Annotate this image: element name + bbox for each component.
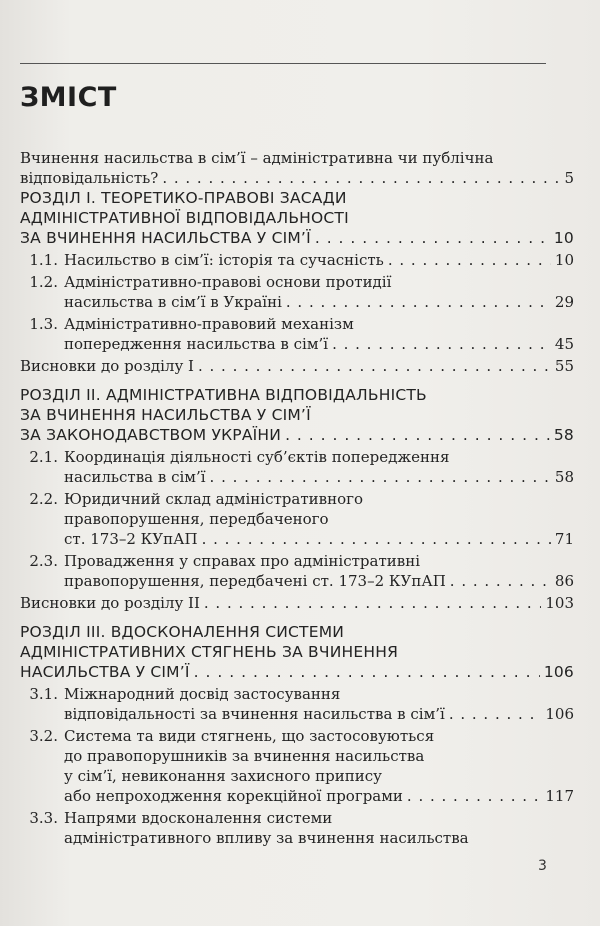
toc-item-2-3 bbox=[64, 570, 574, 592]
page-title: ЗМІСТ bbox=[20, 82, 117, 113]
item-text: Насильство в сім’ї: історія та сучасність bbox=[64, 251, 384, 269]
item-text: Координація діяльності суб’єктів попередження bbox=[64, 448, 450, 466]
item-number: 3.3. bbox=[29, 809, 58, 827]
item-number: 2.1. bbox=[29, 448, 58, 466]
leader-dots bbox=[202, 528, 551, 550]
item-number: 3.2. bbox=[29, 727, 58, 745]
item-text: відповідальності за вчинення насильства в сім’ї bbox=[64, 705, 445, 723]
toc-item-2-2-line-2: правопорушення, передбаченого bbox=[64, 510, 329, 528]
section1-heading-entry bbox=[20, 227, 574, 249]
conclusion-text: Висновки до розділу І bbox=[20, 357, 194, 375]
item-text: Юридичний склад адміністративного bbox=[64, 490, 364, 508]
toc-item-3-1-line-1 bbox=[20, 683, 340, 705]
leader-dots bbox=[449, 703, 542, 725]
section1-heading-3: ЗА ВЧИНЕННЯ НАСИЛЬСТВА У СІМ’Ї bbox=[20, 229, 311, 247]
section3-heading-entry bbox=[20, 661, 574, 683]
item-number: 2.3. bbox=[29, 552, 58, 570]
top-rule bbox=[20, 63, 546, 64]
section1-heading-2: АДМІНІСТРАТИВНОЇ ВІДПОВІДАЛЬНОСТІ bbox=[20, 209, 349, 227]
conclusion-page: 55 bbox=[554, 357, 574, 375]
toc-item-2-1 bbox=[64, 466, 574, 488]
item-text: попередження насильства в сім’ї bbox=[64, 335, 329, 353]
conclusion-page: 103 bbox=[545, 594, 574, 612]
leader-dots bbox=[332, 333, 551, 355]
toc-item-3-3-line-2: адміністративного впливу за вчинення насильства bbox=[64, 829, 469, 847]
toc-item-3-2-line-2: до правопорушників за вчинення насильства bbox=[64, 747, 425, 765]
leader-dots bbox=[204, 592, 541, 614]
item-page: 29 bbox=[554, 293, 574, 311]
section2-page: 58 bbox=[553, 426, 574, 444]
section3-page: 106 bbox=[543, 663, 574, 681]
toc-item-1-3 bbox=[64, 333, 574, 355]
section2-heading-3: ЗА ЗАКОНОДАВСТВОМ УКРАЇНИ bbox=[20, 426, 282, 444]
toc-item-1-1 bbox=[20, 249, 574, 271]
item-number: 3.1. bbox=[29, 685, 58, 703]
leader-dots bbox=[194, 661, 540, 683]
toc-item-3-1 bbox=[64, 703, 574, 725]
item-text: правопорушення, передбачені ст. 173–2 КУпАП bbox=[64, 572, 446, 590]
section3-heading-3: НАСИЛЬСТВА У СІМ’Ї bbox=[20, 663, 190, 681]
item-page: 106 bbox=[545, 705, 574, 723]
item-number: 1.2. bbox=[29, 273, 58, 291]
toc-item-1-2 bbox=[64, 291, 574, 313]
section2-conclusion bbox=[20, 592, 574, 614]
item-page: 10 bbox=[554, 251, 574, 269]
section1-conclusion bbox=[20, 355, 574, 377]
item-number: 1.1. bbox=[29, 251, 58, 269]
item-text: Напрями вдосконалення системи bbox=[64, 809, 333, 827]
toc-item-2-2-line-1 bbox=[20, 488, 363, 510]
leader-dots bbox=[285, 424, 550, 446]
section2-heading-2: ЗА ВЧИНЕННЯ НАСИЛЬСТВА У СІМ’Ї bbox=[20, 406, 311, 424]
section3-heading-2: АДМІНІСТРАТИВНИХ СТЯГНЕНЬ ЗА ВЧИНЕННЯ bbox=[20, 643, 399, 661]
item-text: ст. 173–2 КУпАП bbox=[64, 530, 198, 548]
leader-dots bbox=[162, 167, 560, 189]
section2-heading-entry bbox=[20, 424, 574, 446]
section1-page: 10 bbox=[553, 229, 574, 247]
section3-heading-1: РОЗДІЛ ІІІ. ВДОСКОНАЛЕННЯ СИСТЕМИ bbox=[20, 623, 345, 641]
intro-line-1: Вчинення насильства в сім’ї – адміністративна чи публічна bbox=[20, 149, 494, 167]
item-number: 2.2. bbox=[29, 490, 58, 508]
leader-dots bbox=[388, 249, 551, 271]
toc-item-2-3-line-1 bbox=[20, 550, 420, 572]
item-text: або непроходження корекційної програми bbox=[64, 787, 403, 805]
toc-item-3-2-line-3: у сім’ї, невиконання захисного припису bbox=[64, 767, 382, 785]
leader-dots bbox=[286, 291, 551, 313]
page-number: 3 bbox=[538, 858, 547, 874]
section2-heading-1: РОЗДІЛ ІІ. АДМІНІСТРАТИВНА ВІДПОВІДАЛЬНІСТЬ bbox=[20, 386, 427, 404]
intro-page: 5 bbox=[564, 169, 574, 187]
leader-dots bbox=[315, 227, 550, 249]
item-text: Міжнародний досвід застосування bbox=[64, 685, 341, 703]
intro-entry bbox=[20, 167, 574, 189]
item-text: насильства в сім’ї bbox=[64, 468, 206, 486]
leader-dots bbox=[198, 355, 551, 377]
toc-item-2-1-line-1 bbox=[20, 446, 449, 468]
item-text: насильства в сім’ї в Україні bbox=[64, 293, 282, 311]
item-text: Адміністративно-правовий механізм bbox=[64, 315, 354, 333]
conclusion-text: Висновки до розділу ІІ bbox=[20, 594, 200, 612]
toc-item-3-2-line-1 bbox=[20, 725, 434, 747]
leader-dots bbox=[407, 785, 541, 807]
item-text: Система та види стягнень, що застосовуються bbox=[64, 727, 435, 745]
item-page: 45 bbox=[554, 335, 574, 353]
item-page: 86 bbox=[554, 572, 574, 590]
toc-item-2-2 bbox=[64, 528, 574, 550]
item-page: 58 bbox=[554, 468, 574, 486]
toc-item-3-3-line-1 bbox=[20, 807, 332, 829]
toc-item-3-2 bbox=[64, 785, 574, 807]
item-number: 1.3. bbox=[29, 315, 58, 333]
section1-heading-1: РОЗДІЛ І. ТЕОРЕТИКО-ПРАВОВІ ЗАСАДИ bbox=[20, 189, 347, 207]
item-text: Провадження у справах про адміністративні bbox=[64, 552, 421, 570]
intro-line-2: відповідальність? bbox=[20, 169, 159, 187]
toc-item-1-3-line-1 bbox=[20, 313, 354, 335]
item-page: 71 bbox=[554, 530, 574, 548]
toc-item-1-2-line-1 bbox=[20, 271, 391, 293]
leader-dots bbox=[210, 466, 551, 488]
item-text: Адміністративно-правові основи протидії bbox=[64, 273, 392, 291]
leader-dots bbox=[450, 570, 551, 592]
item-page: 117 bbox=[545, 787, 574, 805]
